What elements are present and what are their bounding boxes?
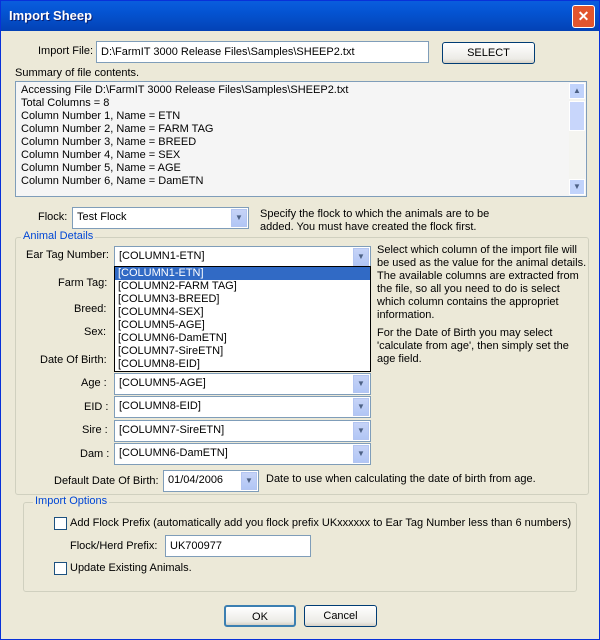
import-file-field[interactable] <box>96 41 429 63</box>
sire-combo[interactable] <box>114 420 371 442</box>
summary-textarea[interactable] <box>15 81 587 197</box>
sire-value: [COLUMN7-SireETN] <box>119 424 225 436</box>
close-button[interactable] <box>572 5 595 28</box>
default-dob-value: 01/04/2006 <box>168 474 224 486</box>
import-options-title: Import Options <box>35 495 108 507</box>
update-existing-checkbox[interactable] <box>54 562 67 575</box>
chevron-down-icon[interactable]: ▼ <box>353 422 369 440</box>
cancel-button-label: Cancel <box>323 610 358 622</box>
title-bar[interactable] <box>1 1 599 31</box>
animal-details-help-1: Select which column of the import file will be used as the value for the animal details. The available columns are extracted from the file, so all you need to do is select which column contains the appropriet information. <box>377 244 587 321</box>
dropdown-option[interactable]: [COLUMN4-SEX] <box>118 306 204 318</box>
age-combo[interactable] <box>114 373 371 395</box>
eid-value: [COLUMN8-EID] <box>119 400 201 412</box>
add-flock-prefix-checkbox[interactable] <box>54 517 67 530</box>
breed-label: Breed: <box>74 303 107 315</box>
ear-tag-value: [COLUMN1-ETN] <box>119 250 205 262</box>
summary-scrollbar[interactable] <box>569 83 585 195</box>
sex-label: Sex: <box>84 326 107 338</box>
chevron-down-icon[interactable]: ▼ <box>231 209 247 227</box>
default-dob-label: Default Date Of Birth: <box>54 475 159 487</box>
select-button-label: SELECT <box>467 47 510 59</box>
dam-combo[interactable] <box>114 443 371 465</box>
import-file-label: Import File: <box>38 45 94 57</box>
summary-label: Summary of file contents. <box>15 67 140 79</box>
ok-button-label: OK <box>252 611 268 623</box>
eid-combo[interactable] <box>114 396 371 418</box>
flock-herd-prefix-label: Flock/Herd Prefix: <box>70 540 158 552</box>
date-of-birth-label: Date Of Birth: <box>40 354 107 366</box>
farm-tag-label: Farm Tag: <box>58 277 108 289</box>
summary-line: Total Columns = 8 <box>21 97 110 109</box>
dam-value: [COLUMN6-DamETN] <box>119 447 228 459</box>
dropdown-option[interactable]: [COLUMN8-EID] <box>118 358 200 370</box>
ok-button[interactable] <box>224 605 296 627</box>
close-icon: ✕ <box>577 8 590 24</box>
select-button[interactable] <box>442 42 535 64</box>
ear-tag-combo[interactable] <box>114 246 371 268</box>
flock-combo[interactable] <box>72 207 249 229</box>
flock-help-text: Specify the flock to which the animals are to be added. You must have created the flock first. <box>260 208 490 233</box>
summary-line: Accessing File D:\FarmIT 3000 Release Files\Samples\SHEEP2.txt <box>21 84 349 96</box>
ear-tag-label: Ear Tag Number: <box>26 249 109 261</box>
default-dob-picker[interactable] <box>163 470 259 492</box>
scroll-thumb[interactable] <box>569 101 585 131</box>
age-label: Age : <box>81 377 107 389</box>
flock-label: Flock: <box>38 211 68 223</box>
dam-label: Dam : <box>80 448 110 460</box>
add-flock-prefix-label[interactable]: Add Flock Prefix (automatically add you flock prefix UKxxxxxx to Ear Tag Number less than 6 numbers) <box>70 517 572 529</box>
ear-tag-dropdown-list[interactable] <box>114 266 371 372</box>
scroll-up-arrow-icon[interactable]: ▲ <box>569 83 585 99</box>
eid-label: EID : <box>84 401 109 413</box>
cancel-button[interactable] <box>304 605 377 627</box>
dropdown-option[interactable]: [COLUMN5-AGE] <box>118 319 205 331</box>
flock-value: Test Flock <box>77 211 127 223</box>
age-value: [COLUMN5-AGE] <box>119 377 206 389</box>
default-dob-help: Date to use when calculating the date of birth from age. <box>266 473 536 485</box>
scroll-down-arrow-icon[interactable]: ▼ <box>569 179 585 195</box>
dropdown-option[interactable]: [COLUMN3-BREED] <box>118 293 220 305</box>
chevron-down-icon[interactable]: ▼ <box>241 472 257 490</box>
summary-lines <box>21 84 568 188</box>
update-existing-label[interactable]: Update Existing Animals. <box>70 562 192 574</box>
dropdown-option[interactable]: [COLUMN1-ETN] <box>115 267 370 280</box>
dropdown-option[interactable]: [COLUMN2-FARM TAG] <box>118 280 237 292</box>
animal-details-title: Animal Details <box>23 230 94 242</box>
chevron-down-icon[interactable]: ▼ <box>353 398 369 416</box>
window-title: Import Sheep <box>9 8 93 23</box>
sire-label: Sire : <box>82 424 108 436</box>
animal-details-help <box>377 244 587 371</box>
flock-herd-prefix-field[interactable] <box>165 535 311 557</box>
dropdown-option[interactable]: [COLUMN6-DamETN] <box>118 332 227 344</box>
chevron-down-icon[interactable]: ▼ <box>353 248 369 266</box>
chevron-down-icon[interactable]: ▼ <box>353 445 369 463</box>
summary-line: Column Number 6, Name = DamETN <box>21 175 204 187</box>
import-file-value: D:\FarmIT 3000 Release Files\Samples\SHEEP2.txt <box>101 46 355 58</box>
summary-line: Column Number 2, Name = FARM TAG <box>21 123 214 135</box>
summary-line: Column Number 1, Name = ETN <box>21 110 181 122</box>
summary-line: Column Number 5, Name = AGE <box>21 162 181 174</box>
summary-line: Column Number 3, Name = BREED <box>21 136 197 148</box>
summary-line: Column Number 4, Name = SEX <box>21 149 181 161</box>
dropdown-option[interactable]: [COLUMN7-SireETN] <box>118 345 224 357</box>
chevron-down-icon[interactable]: ▼ <box>353 375 369 393</box>
flock-herd-prefix-value: UK700977 <box>170 540 222 552</box>
animal-details-help-2: For the Date of Birth you may select 'calculate from age', then simply set the age field. <box>377 327 569 365</box>
